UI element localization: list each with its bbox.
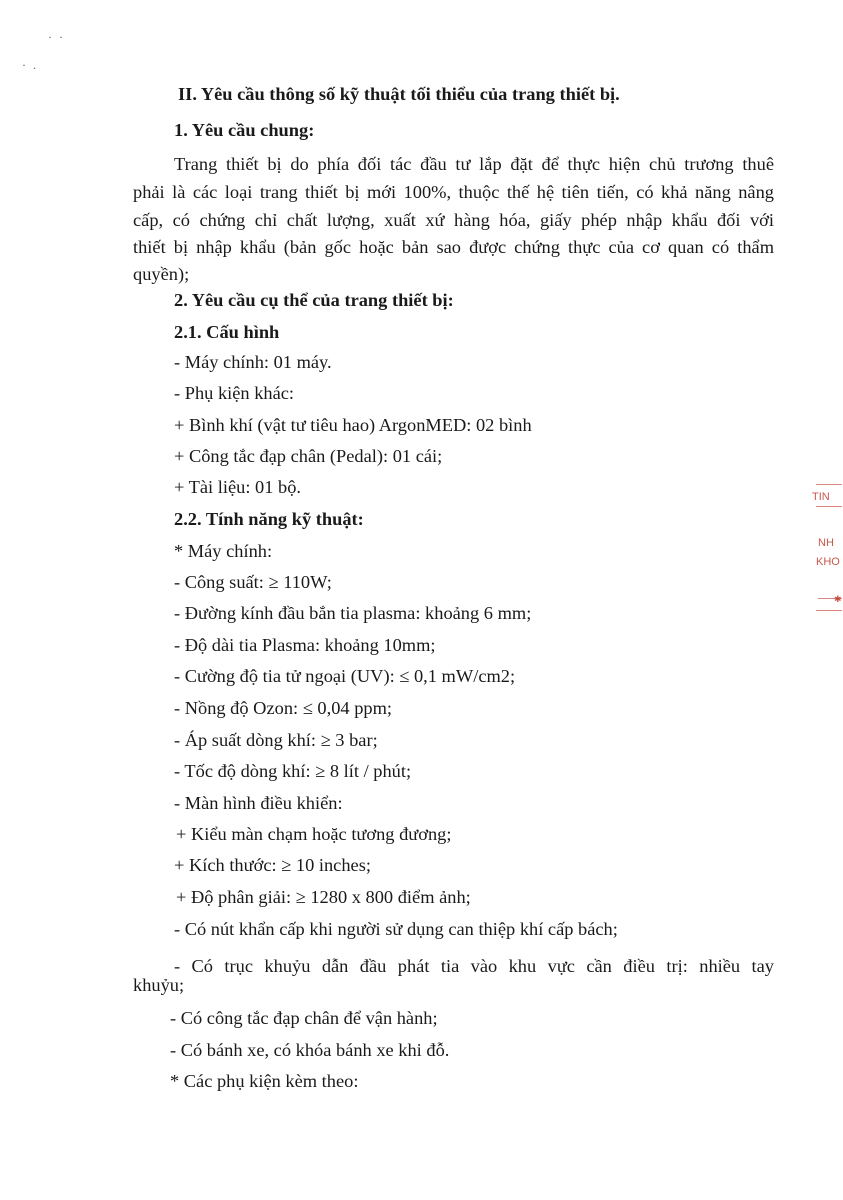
config-item: - Phụ kiện khác: xyxy=(174,383,295,403)
feature-item: - Độ dài tia Plasma: khoảng 10mm; xyxy=(174,635,436,655)
paragraph-line: phải là các loại trang thiết bị mới 100%, thuộc thế hệ tiên tiến, có khả năng nâng xyxy=(133,182,774,202)
stamp-star-icon: ✱ xyxy=(834,594,842,604)
config-item: + Tài liệu: 01 bộ. xyxy=(174,477,302,497)
paragraph-line: Trang thiết bị do phía đối tác đầu tư lắp đặt để thực hiện chủ trương thuê xyxy=(174,154,774,174)
scan-speck: · · xyxy=(48,30,65,44)
feature-item: - Công suất: ≥ 110W; xyxy=(174,572,332,592)
config-heading: 2.1. Cấu hình xyxy=(174,322,280,342)
config-item: + Bình khí (vật tư tiêu hao) ArgonMED: 02 bình xyxy=(174,415,532,435)
feature-item: - Có bánh xe, có khóa bánh xe khi đỗ. xyxy=(170,1040,450,1060)
config-item: - Máy chính: 01 máy. xyxy=(174,352,332,372)
scan-speck: · . xyxy=(22,58,38,72)
feature-item: khuỷu; xyxy=(133,975,185,995)
feature-item: - Tốc độ dòng khí: ≥ 8 lít / phút; xyxy=(174,761,412,781)
stamp-edge xyxy=(816,506,842,507)
paragraph-line: thiết bị nhập khẩu (bản gốc hoặc bản sao được chứng thực của cơ quan có thẩm xyxy=(133,237,774,257)
general-heading: 1. Yêu cầu chung: xyxy=(174,120,315,140)
features-heading: 2.2. Tính năng kỹ thuật: xyxy=(174,509,364,529)
paragraph-line: cấp, có chứng chỉ chất lượng, xuất xứ hàng hóa, giấy phép nhập khẩu đối với xyxy=(133,210,774,230)
stamp-fragment: KHO xyxy=(816,556,840,568)
feature-item: - Có công tắc đạp chân để vận hành; xyxy=(170,1008,438,1028)
paragraph-line: quyền); xyxy=(133,264,190,284)
feature-item: - Có nút khẩn cấp khi người sử dụng can thiệp khí cấp bách; xyxy=(174,919,618,939)
feature-item: - Màn hình điều khiển: xyxy=(174,793,343,813)
feature-item: - Nồng độ Ozon: ≤ 0,04 ppm; xyxy=(174,698,392,718)
feature-item: - Đường kính đầu bắn tia plasma: khoảng 6 mm; xyxy=(174,603,532,623)
stamp-edge xyxy=(816,484,842,485)
feature-item: - Có trục khuỷu dẫn đầu phát tia vào khu vực cần điều trị: nhiều tay xyxy=(174,956,774,976)
specific-heading: 2. Yêu cầu cụ thể của trang thiết bị: xyxy=(174,290,454,310)
feature-item: + Kiểu màn chạm hoặc tương đương; xyxy=(176,824,452,844)
stamp-fragment: NH xyxy=(818,537,834,549)
section-title: II. Yêu cầu thông số kỹ thuật tối thiểu của trang thiết bị. xyxy=(178,84,620,104)
stamp-fragment: TIN xyxy=(812,491,830,503)
config-item: + Công tắc đạp chân (Pedal): 01 cái; xyxy=(174,446,443,466)
feature-item: - Áp suất dòng khí: ≥ 3 bar; xyxy=(174,730,378,750)
feature-item: + Kích thước: ≥ 10 inches; xyxy=(174,855,371,875)
feature-item: - Cường độ tia tử ngoại (UV): ≤ 0,1 mW/cm2; xyxy=(174,666,516,686)
feature-item: * Các phụ kiện kèm theo: xyxy=(170,1071,359,1091)
stamp-edge xyxy=(816,610,842,611)
feature-item: + Độ phân giải: ≥ 1280 x 800 điểm ảnh; xyxy=(176,887,471,907)
feature-item: * Máy chính: xyxy=(174,541,273,561)
